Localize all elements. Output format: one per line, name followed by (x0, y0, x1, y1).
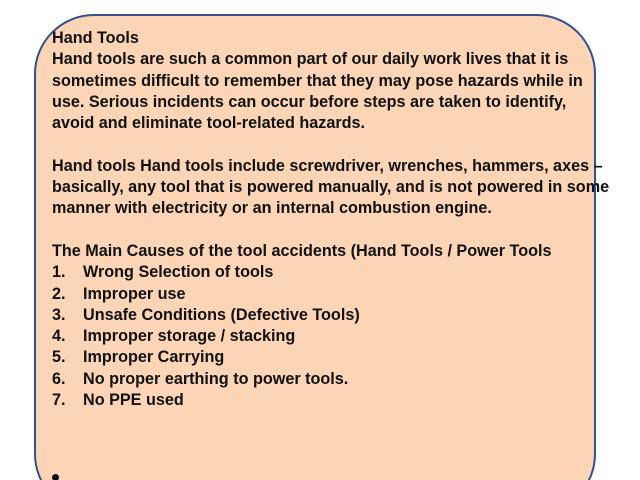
list-item-text: No proper earthing to power tools. (83, 369, 349, 388)
list-item-number: 2. (52, 284, 66, 303)
list-item-text: Wrong Selection of tools (83, 263, 274, 282)
list-item-text: Improper use (83, 284, 186, 303)
list-item (52, 262, 612, 283)
title: Hand Tools (52, 29, 139, 47)
list-item (52, 369, 612, 390)
list-item-number: 6. (52, 369, 66, 388)
list-item-text: Improper Carrying (83, 348, 225, 367)
list-item-number: 7. (52, 391, 66, 410)
list-item-number: 5. (52, 348, 66, 367)
list-item-number: 3. (52, 305, 66, 324)
list-item (52, 390, 612, 411)
intro-paragraph: Hand tools are such a common part of our daily work lives that it is sometimes difficult to remember that they may pose hazards while in use. Serious incidents can occur before steps are taken to identify, avoid and eliminate tool-related hazards. (52, 50, 583, 133)
list-item-number: 4. (52, 327, 66, 346)
list-item (52, 305, 612, 326)
list-item-text: Unsafe Conditions (Defective Tools) (83, 305, 360, 324)
definition-paragraph: Hand tools Hand tools include screwdriver, wrenches, hammers, axes – basically, any tool that is powered manually, and is not powered in some manner with electricity or an internal combustion engine. (52, 156, 610, 218)
list-item (52, 326, 612, 347)
paragraph-spacer (52, 220, 612, 241)
list-item-text: No PPE used (83, 391, 184, 410)
causes-heading: The Main Causes of the tool accidents (Hand Tools / Power Tools (52, 241, 552, 260)
list-item-text: Improper storage / stacking (83, 327, 296, 346)
causes-list (52, 262, 612, 411)
list-item-number: 1. (52, 263, 66, 282)
list-item (52, 284, 612, 305)
cut-off-text-fragment (52, 474, 59, 480)
list-item (52, 347, 612, 368)
panel-content (52, 28, 612, 411)
paragraph-spacer (52, 134, 612, 155)
